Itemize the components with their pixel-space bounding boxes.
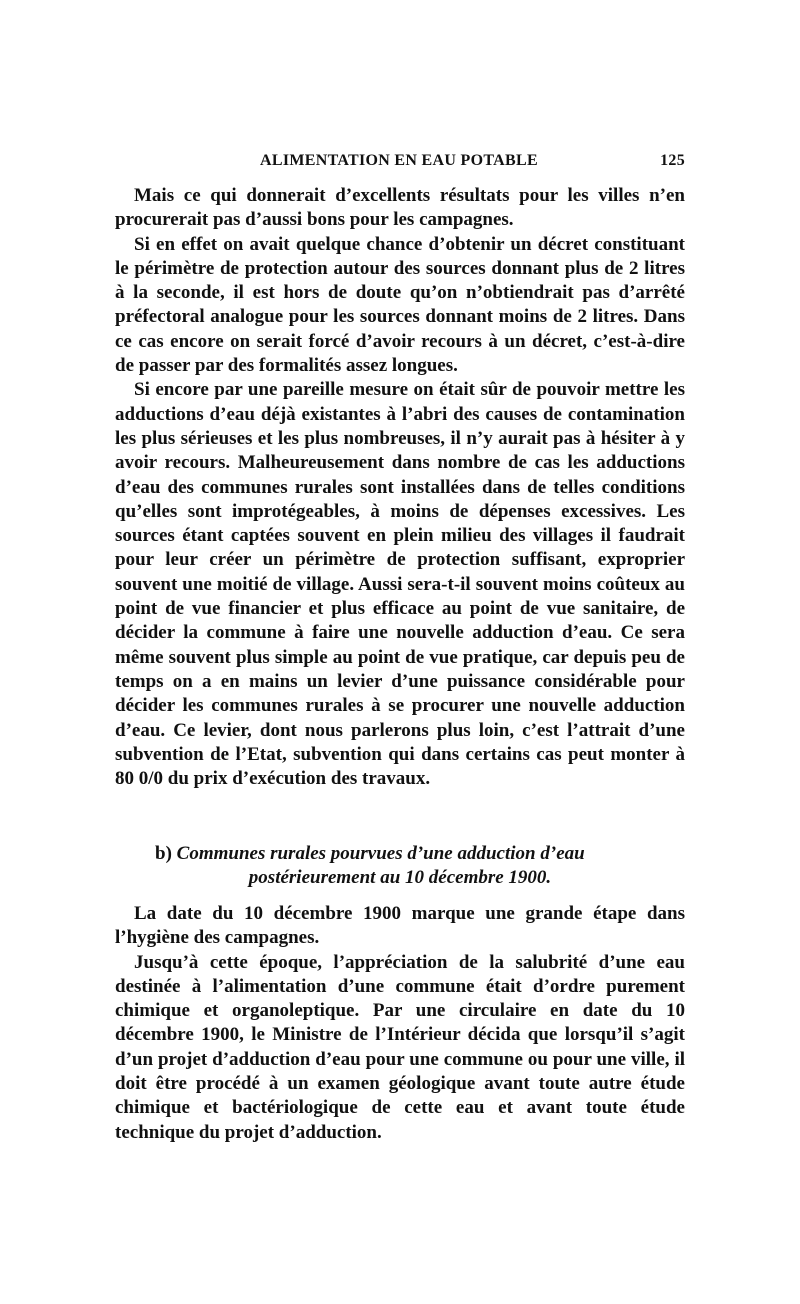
section-b-heading [115, 842, 685, 891]
paragraph: Jusqu’à cette époque, l’appréciation de la salubrité d’une eau destinée à l’alimentation d’une commune était d’ordre purement chimique et organoleptique. Par une circulaire en date du 10 décembre 1900, le Ministre de l’Intérieur décida que lorsqu’il s’agit d’un projet d’adduction d’eau pour une commune ou pour une ville, il doit être procédé à un examen géologique avant toute autre étude chimique et bactériologique de cette eau et avant toute étude technique du projet d’adduction. [115, 951, 685, 1143]
heading-text-line2: postérieurement au 10 décembre 1900. [248, 867, 552, 889]
running-title: ALIMENTATION EN EAU POTABLE [260, 152, 538, 169]
page-number: 125 [660, 152, 685, 169]
running-header [115, 152, 685, 174]
paragraph: Si encore par une pareille mesure on était sûr de pouvoir mettre les adductions d’eau déjà existantes à l’abri des causes de contamination les plus sérieuses et les plus nombreuses, il n’y aurait pas à hésiter à y avoir recours. Malheureusement dans nombre de cas les adductions d’eau des communes rurales sont installées dans de telles conditions qu’elles sont improtégeables, à moins de dépenses excessives. Les sources étant captées souvent en plein milieu des villages il faudrait pour leur créer un périmètre de protection suffisant, exproprier souvent une moitié de village. Aussi sera-t-il souvent moins coûteux au point de vue financier et plus efficace au point de vue sanitaire, de décider la commune à faire une nouvelle adduction d’eau. Ce sera même souvent plus simple au point de vue pratique, car depuis peu de temps on a en mains un levier d’une puissance considérable pour décider les communes rurales à se procurer une nouvelle adduction d’eau. Ce levier, dont nous parlerons plus loin, c’est l’attrait d’une subvention de l’Etat, subvention qui dans certains cas peut monter à 80 0/0 du prix d’exécution des travaux. [115, 379, 685, 790]
heading-text-line1: Communes rurales pourvues d’une adduction d’eau [176, 843, 585, 864]
paragraph: Mais ce qui donnerait d’excellents résultats pour les villes n’en procurerait pas d’aussi bons pour les campagnes. [115, 185, 685, 231]
section-a-body [115, 184, 685, 791]
section-marker: b) [155, 843, 172, 864]
section-b-body [115, 902, 685, 1145]
paragraph: Si en effet on avait quelque chance d’obtenir un décret constituant le périmètre de protection autour des sources donnant plus de 2 litres à la seconde, il est hors de doute qu’on n’obtiendrait pas d’arrêté préfectoral analogue pour les sources donnant moins de 2 litres. Dans ce cas encore on serait forcé d’avoir recours à un décret, c’est-à-dire de passer par des formalités assez longues. [115, 233, 685, 377]
paragraph: La date du 10 décembre 1900 marque une grande étape dans l’hygiène des campagnes. [115, 903, 685, 949]
section-b-heading-line1 [115, 842, 685, 866]
